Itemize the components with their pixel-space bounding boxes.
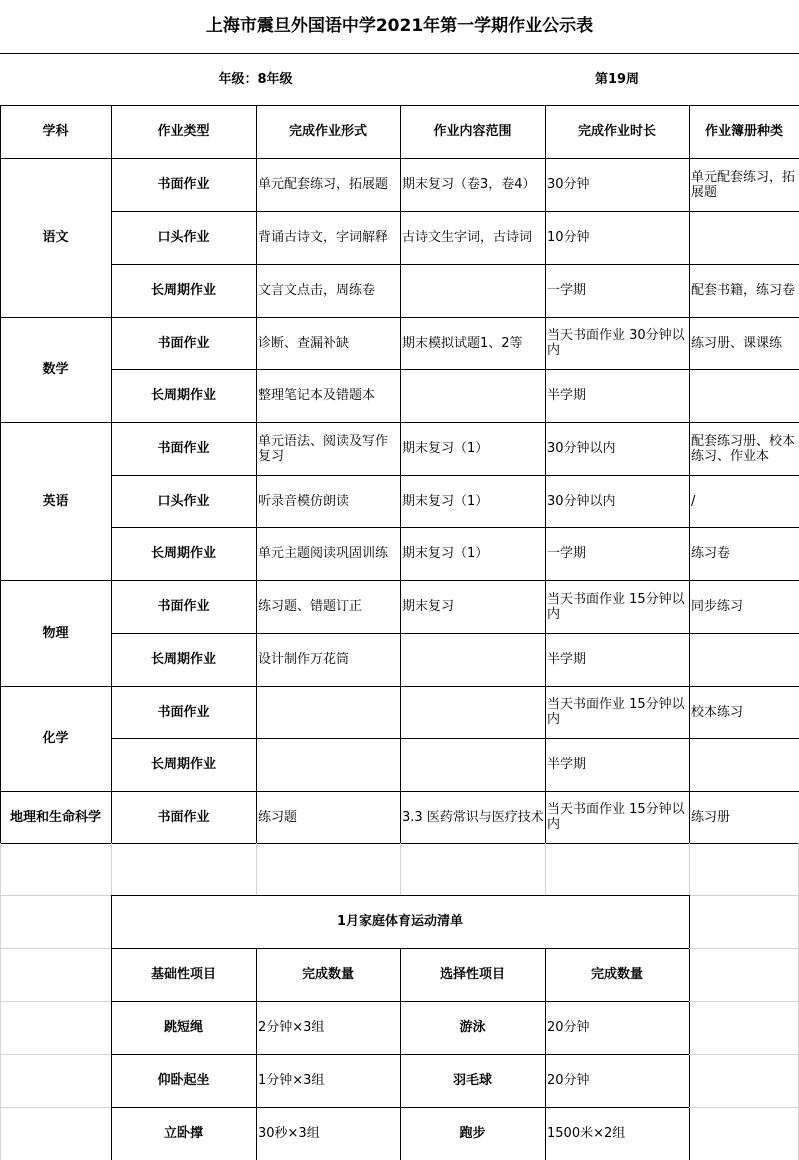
sport-quantity-cell: 20分钟 bbox=[547, 1020, 590, 1035]
homework-type-cell: 书面作业 bbox=[157, 177, 210, 192]
books-cell: 练习册、课课练 bbox=[691, 335, 783, 351]
scope-cell bbox=[400, 369, 545, 422]
scope-cell bbox=[400, 738, 545, 791]
books-cell: 配套书籍，练习卷 bbox=[691, 283, 796, 298]
grid-line bbox=[545, 948, 546, 1160]
grid-line bbox=[0, 158, 799, 159]
homework-type-cell: 长周期作业 bbox=[150, 757, 216, 772]
time-cell: 30分钟以内 bbox=[547, 493, 616, 509]
form-cell: 练习题、错题订正 bbox=[258, 599, 363, 614]
subject-cell: 数学 bbox=[42, 362, 69, 377]
time-cell: 30分钟以内 bbox=[547, 441, 616, 456]
scope-cell: 期末复习（1） bbox=[402, 546, 489, 561]
sports-header: 选择性项目 bbox=[439, 967, 505, 982]
scope-cell: 期末复习（1） bbox=[402, 493, 489, 509]
time-cell: 一学期 bbox=[547, 283, 587, 298]
grid-line bbox=[111, 105, 112, 843]
grid-line bbox=[400, 948, 401, 1160]
week-label: 第19周 bbox=[594, 71, 640, 87]
grid-line bbox=[111, 843, 112, 895]
grid-line bbox=[0, 580, 799, 581]
scope-cell: 古诗文生字词，古诗词 bbox=[402, 230, 533, 245]
homework-type-cell: 长周期作业 bbox=[150, 283, 216, 298]
grid-line bbox=[0, 1054, 111, 1055]
grid-line bbox=[545, 843, 546, 895]
homework-type-cell: 书面作业 bbox=[157, 599, 210, 614]
time-cell: 当天书面作业 15分钟以内 bbox=[547, 697, 685, 727]
page-title: 上海市震旦外国语中学2021年第一学期作业公示表 bbox=[205, 16, 594, 36]
scope-cell: 期末复习 bbox=[402, 599, 455, 614]
scope-cell: 期末复习（卷3，卷4） bbox=[402, 177, 536, 192]
books-cell: 练习册 bbox=[691, 809, 731, 825]
form-cell: 练习题 bbox=[258, 809, 298, 825]
subject-cell: 英语 bbox=[42, 493, 69, 509]
sports-title: 1月家庭体育运动清单 bbox=[336, 914, 464, 929]
grid-line bbox=[111, 211, 799, 212]
sport-quantity-cell: 2分钟×3组 bbox=[258, 1020, 325, 1035]
grid-line bbox=[689, 948, 799, 949]
form-cell: 整理笔记本及错题本 bbox=[258, 388, 376, 403]
subject-cell: 语文 bbox=[42, 230, 69, 245]
subject-cell: 地理和生命科学 bbox=[9, 809, 101, 825]
time-cell: 半学期 bbox=[547, 757, 587, 772]
form-cell bbox=[256, 738, 400, 791]
books-cell: / bbox=[691, 493, 696, 509]
grid-line bbox=[111, 527, 799, 528]
grid-line bbox=[0, 105, 1, 843]
column-header: 作业内容范围 bbox=[433, 124, 512, 139]
sport-item-cell: 立卧撑 bbox=[163, 1126, 203, 1141]
homework-type-cell: 书面作业 bbox=[157, 704, 210, 720]
sport-item-cell: 游泳 bbox=[459, 1020, 486, 1035]
grid-line bbox=[689, 843, 690, 895]
time-cell: 当天书面作业 30分钟以内 bbox=[547, 328, 685, 358]
column-header: 完成作业时长 bbox=[577, 124, 656, 139]
form-cell: 听录音模仿朗读 bbox=[258, 493, 350, 509]
form-cell: 设计制作万花筒 bbox=[258, 652, 350, 667]
sports-header: 基础性项目 bbox=[150, 967, 216, 982]
homework-type-cell: 口头作业 bbox=[157, 230, 210, 245]
time-cell: 当天书面作业 15分钟以内 bbox=[547, 802, 685, 832]
scope-cell bbox=[400, 264, 545, 317]
grid-line bbox=[111, 895, 112, 1160]
books-cell bbox=[689, 738, 799, 791]
grid-line bbox=[545, 105, 546, 843]
grid-line bbox=[400, 843, 401, 895]
grid-line bbox=[0, 317, 799, 318]
sport-quantity-cell: 30秒×3组 bbox=[258, 1126, 320, 1141]
scope-cell: 期末复习（1） bbox=[402, 441, 489, 456]
grid-line bbox=[0, 686, 799, 687]
books-cell: 单元配套练习，拓展题 bbox=[691, 169, 796, 200]
time-cell: 半学期 bbox=[547, 388, 587, 403]
grid-line bbox=[400, 105, 401, 843]
time-cell: 10分钟 bbox=[547, 230, 590, 245]
form-cell: 单元语法、阅读及写作复习 bbox=[258, 433, 389, 464]
column-header: 作业类型 bbox=[157, 124, 210, 139]
books-cell bbox=[689, 369, 799, 422]
grid-line bbox=[689, 1054, 799, 1055]
column-header: 作业簿册种类 bbox=[704, 124, 783, 139]
grid-line bbox=[689, 1001, 799, 1002]
grid-line bbox=[689, 105, 690, 843]
sport-item-cell: 仰卧起坐 bbox=[157, 1073, 210, 1088]
scope-cell bbox=[400, 686, 545, 738]
sport-quantity-cell: 20分钟 bbox=[547, 1073, 590, 1088]
scope-cell: 3.3 医药常识与医疗技术 bbox=[402, 809, 544, 825]
grid-line bbox=[0, 948, 111, 949]
time-cell: 半学期 bbox=[547, 652, 587, 667]
sport-item-cell: 跑步 bbox=[459, 1126, 486, 1141]
form-cell: 诊断、查漏补缺 bbox=[258, 335, 350, 351]
grid-line bbox=[689, 895, 690, 1160]
grid-line bbox=[0, 422, 799, 423]
books-cell: 校本练习 bbox=[691, 704, 744, 720]
books-cell: 练习卷 bbox=[691, 546, 731, 561]
grid-line bbox=[0, 1001, 111, 1002]
subject-cell: 化学 bbox=[42, 731, 69, 746]
grid-line bbox=[111, 633, 799, 634]
homework-type-cell: 书面作业 bbox=[157, 335, 210, 351]
sport-item-cell: 跳短绳 bbox=[163, 1020, 203, 1035]
time-cell: 当天书面作业 15分钟以内 bbox=[547, 591, 685, 622]
scope-cell bbox=[400, 633, 545, 686]
homework-type-cell: 书面作业 bbox=[157, 809, 210, 825]
column-header: 学科 bbox=[42, 124, 69, 139]
form-cell: 文言文点击，周练卷 bbox=[258, 283, 376, 298]
homework-type-cell: 长周期作业 bbox=[150, 546, 216, 561]
grid-line bbox=[0, 1107, 111, 1108]
time-cell: 30分钟 bbox=[547, 177, 590, 192]
homework-type-cell: 书面作业 bbox=[157, 441, 210, 456]
sport-item-cell: 羽毛球 bbox=[452, 1073, 492, 1088]
form-cell: 单元主题阅读巩固训练 bbox=[258, 546, 389, 561]
grid-line bbox=[0, 53, 799, 54]
sports-header: 完成数量 bbox=[590, 967, 643, 982]
form-cell bbox=[256, 686, 400, 738]
grid-line bbox=[111, 895, 689, 896]
books-cell bbox=[689, 633, 799, 686]
scope-cell: 期末模拟试题1、2等 bbox=[402, 335, 523, 351]
homework-type-cell: 长周期作业 bbox=[150, 388, 216, 403]
homework-type-cell: 口头作业 bbox=[157, 493, 210, 509]
books-cell: 配套练习册、校本练习、作业本 bbox=[691, 433, 796, 464]
subject-cell: 物理 bbox=[42, 625, 69, 641]
grid-line bbox=[256, 843, 257, 895]
grade-label: 年级：8年级 bbox=[218, 71, 293, 87]
books-cell bbox=[689, 211, 799, 264]
grid-line bbox=[111, 264, 799, 265]
time-cell: 一学期 bbox=[547, 546, 587, 561]
grid-line bbox=[111, 369, 799, 370]
grid-line bbox=[111, 475, 799, 476]
grid-line bbox=[256, 105, 257, 843]
grid-line bbox=[111, 738, 799, 739]
column-header: 完成作业形式 bbox=[288, 124, 367, 139]
grid-line bbox=[0, 791, 799, 792]
sport-quantity-cell: 1500米×2组 bbox=[547, 1126, 626, 1141]
homework-type-cell: 长周期作业 bbox=[150, 652, 216, 667]
form-cell: 单元配套练习，拓展题 bbox=[258, 177, 389, 192]
form-cell: 背诵古诗文，字词解释 bbox=[258, 230, 389, 245]
grid-line bbox=[256, 948, 257, 1160]
sport-quantity-cell: 1分钟×3组 bbox=[258, 1073, 325, 1088]
books-cell: 同步练习 bbox=[691, 599, 744, 614]
grid-line bbox=[689, 1107, 799, 1108]
sports-header: 完成数量 bbox=[301, 967, 354, 982]
